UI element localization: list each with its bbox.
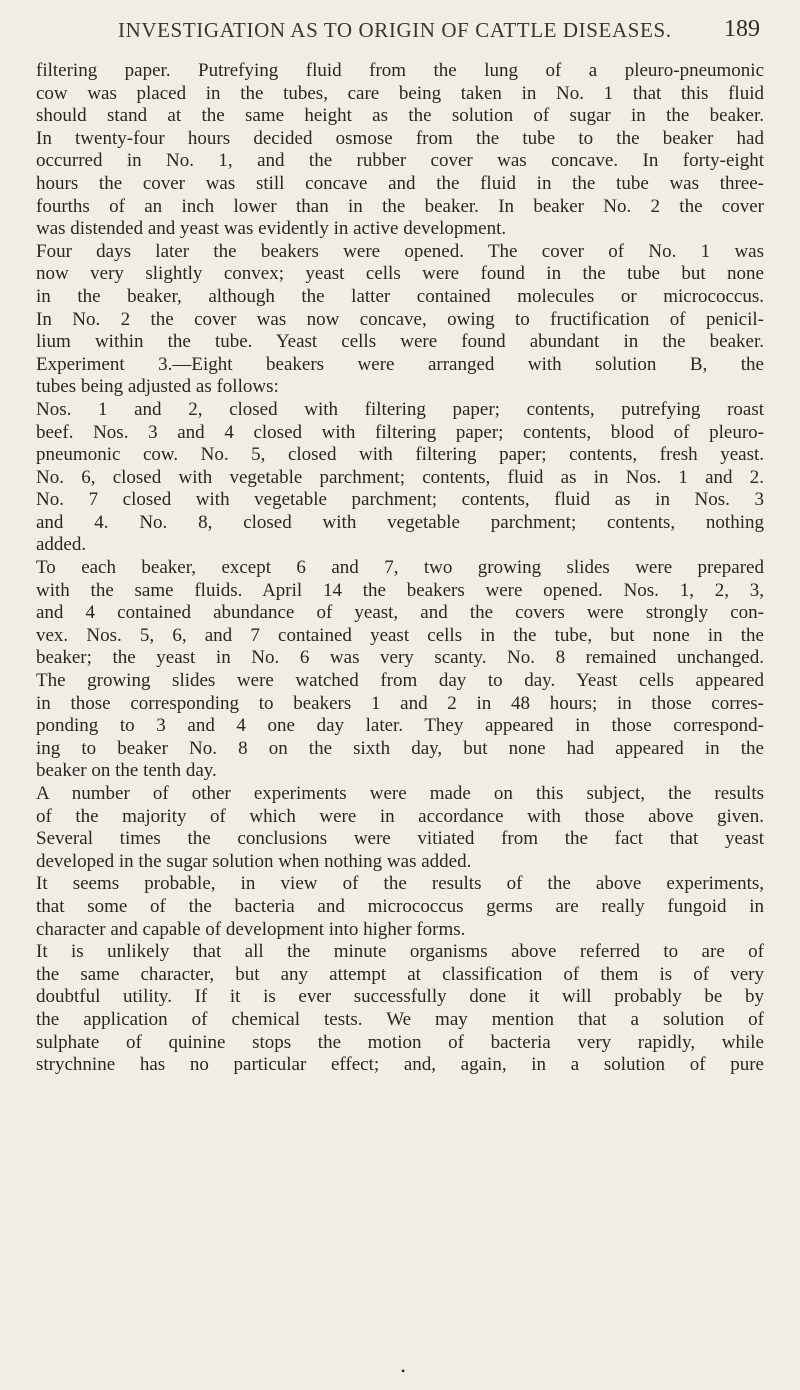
- text-line: was distended and yeast was evidently in active development.: [36, 218, 507, 240]
- text-line: doubtful utility. If it is ever successfully done it will probably be by: [36, 986, 764, 1008]
- text-line: Four days later the beakers were opened. The cover of No. 1 was: [36, 240, 764, 262]
- text-line: added.: [36, 534, 87, 556]
- text-line: and 4. No. 8, closed with vegetable parchment; contents, nothing: [36, 511, 764, 533]
- text-line: tubes being adjusted as follows:: [36, 376, 279, 398]
- text-line: It is unlikely that all the minute organisms above referred to are of: [36, 941, 764, 963]
- text-line: and 4 contained abundance of yeast, and the covers were strongly con-: [36, 602, 764, 624]
- text-line: the application of chemical tests. We may mention that a solution of: [36, 1008, 764, 1030]
- text-line: of the majority of which were in accordance with those above given.: [36, 805, 764, 827]
- text-line: developed in the sugar solution when nothing was added.: [36, 850, 472, 872]
- text-line: beef. Nos. 3 and 4 closed with filtering paper; contents, blood of pleuro-: [36, 421, 764, 443]
- text-line: fourths of an inch lower than in the beaker. In beaker No. 2 the cover: [36, 195, 764, 217]
- page-header: [36, 18, 764, 56]
- text-line: filtering paper. Putrefying fluid from the lung of a pleuro-pneumonic: [36, 60, 764, 81]
- text-line: The growing slides were watched from day to day. Yeast cells appeared: [36, 670, 764, 692]
- text-line: hours the cover was still concave and the fluid in the tube was three-: [36, 172, 764, 194]
- text-line: sulphate of quinine stops the motion of bacteria very rapidly, while: [36, 1031, 764, 1053]
- text-line: No. 6, closed with vegetable parchment; contents, fluid as in Nos. 1 and 2.: [36, 466, 764, 488]
- text-line: cow was placed in the tubes, care being taken in No. 1 that this fluid: [36, 82, 764, 104]
- text-line: lium within the tube. Yeast cells were found abundant in the beaker.: [36, 331, 764, 353]
- text-line: ing to beaker No. 8 on the sixth day, but none had appeared in the: [36, 737, 764, 759]
- running-head: INVESTIGATION AS TO ORIGIN OF CATTLE DISEASES.: [118, 18, 672, 42]
- text-line: that some of the bacteria and micrococcus germs are really fungoid in: [36, 895, 764, 917]
- text-line: with the same fluids. April 14 the beakers were opened. Nos. 1, 2, 3,: [36, 579, 764, 601]
- printer-mark: •: [401, 1364, 406, 1378]
- text-line: occurred in No. 1, and the rubber cover was concave. In forty-eight: [36, 150, 764, 172]
- text-line: Nos. 1 and 2, closed with filtering paper; contents, putrefying roast: [36, 398, 764, 420]
- text-line: A number of other experiments were made on this subject, the results: [36, 783, 764, 804]
- text-line: In No. 2 the cover was now concave, owing to fructification of penicil-: [36, 308, 764, 330]
- text-line: in those corresponding to beakers 1 and 2 in 48 hours; in those corres-: [36, 692, 764, 714]
- text-line: should stand at the same height as the solution of sugar in the beaker.: [36, 105, 764, 127]
- text-line: strychnine has no particular effect; and, again, in a solution of pure: [36, 1054, 764, 1076]
- text-line: in the beaker, although the latter contained molecules or micrococcus.: [36, 285, 764, 307]
- text-line: No. 7 closed with vegetable parchment; contents, fluid as in Nos. 3: [36, 489, 764, 511]
- text-line: beaker; the yeast in No. 6 was very scanty. No. 8 remained unchanged.: [36, 647, 764, 669]
- text-line: pneumonic cow. No. 5, closed with filtering paper; contents, fresh yeast.: [36, 444, 764, 466]
- text-line: Several times the conclusions were vitiated from the fact that yeast: [36, 828, 764, 850]
- text-line: ponding to 3 and 4 one day later. They appeared in those correspond-: [36, 715, 764, 737]
- body-text: [36, 60, 764, 1077]
- text-line: now very slightly convex; yeast cells were found in the tube but none: [36, 263, 764, 285]
- text-line: Experiment 3.—Eight beakers were arranged with solution B, the: [36, 353, 764, 375]
- page-number: 189: [724, 16, 760, 42]
- text-line: beaker on the tenth day.: [36, 760, 217, 782]
- text-line: the same character, but any attempt at classification of them is of very: [36, 963, 764, 985]
- text-line: character and capable of development into higher forms.: [36, 918, 466, 940]
- text-line: In twenty-four hours decided osmose from the tube to the beaker had: [36, 127, 764, 149]
- text-line: vex. Nos. 5, 6, and 7 contained yeast cells in the tube, but none in the: [36, 624, 764, 646]
- text-line: It seems probable, in view of the results of the above experiments,: [36, 873, 764, 895]
- text-line: To each beaker, except 6 and 7, two growing slides were prepared: [36, 557, 764, 579]
